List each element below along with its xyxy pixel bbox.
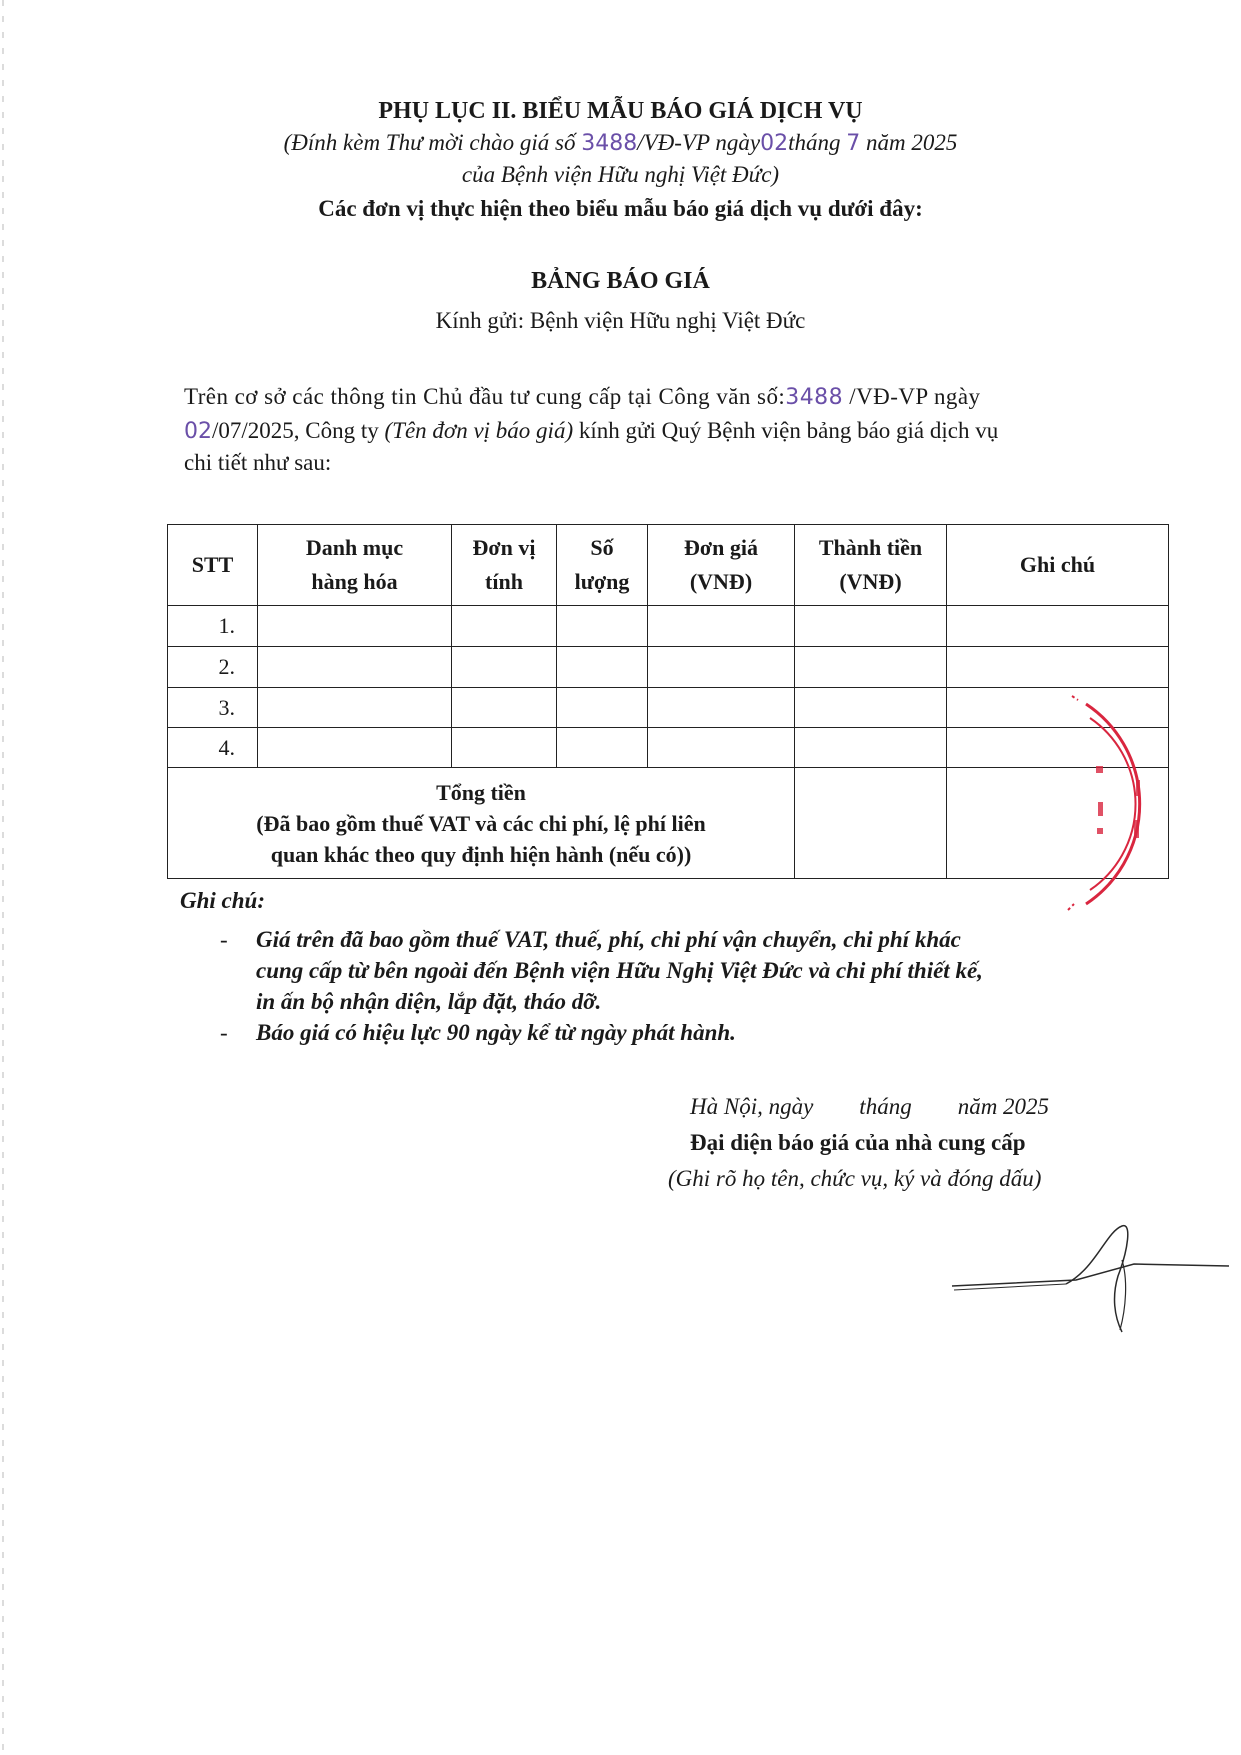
place-date-line: Hà Nội, ngày tháng năm 2025: [690, 1094, 1050, 1119]
total-row: [168, 768, 1169, 879]
cell-amount: [795, 606, 947, 647]
table-row: [168, 688, 1169, 728]
cell-unit-price: [648, 688, 795, 728]
header-item: Danh mục hàng hóa: [258, 525, 452, 606]
attachment-line: (Đính kèm Thư mời chào giá số 3488/VĐ-VP ngày02tháng 7 năm 2025: [283, 130, 958, 156]
table-row: [168, 647, 1169, 688]
instruction-text: Các đơn vị thực hiện theo biểu mẫu báo giá dịch vụ dưới đây:: [318, 196, 923, 221]
notes-list: [182, 924, 1142, 1048]
header-unit: Đơn vị tính: [452, 525, 557, 606]
cell-note: [947, 647, 1169, 688]
handwritten-signature: [946, 1220, 1231, 1340]
row-stt: 2.: [168, 647, 258, 688]
signer-role: Đại diện báo giá của nhà cung cấp: [690, 1130, 1026, 1155]
table-header-row: [168, 525, 1169, 606]
red-stamp: [1062, 690, 1190, 926]
header-note: Ghi chú: [947, 525, 1169, 606]
handwritten-month: 7: [846, 131, 861, 156]
handwritten-doc-number: 3488: [581, 131, 638, 156]
cell-amount: [795, 688, 947, 728]
cell-unit: [452, 647, 557, 688]
cell-item: [258, 728, 452, 768]
cell-amount: [795, 647, 947, 688]
cell-unit-price: [648, 647, 795, 688]
cell-item: [258, 647, 452, 688]
handwritten-day-2: 02: [184, 419, 212, 444]
intro-line-2: 02/07/2025, Công ty (Tên đơn vị báo giá) kính gửi Quý Bệnh viện bảng báo giá dịch vụ: [184, 418, 999, 444]
recipient-line: Kính gửi: Bệnh viện Hữu nghị Việt Đức: [435, 308, 806, 333]
note-item: - Báo giá có hiệu lực 90 ngày kể từ ngày phát hành.: [220, 1020, 736, 1045]
table-row: [168, 728, 1169, 768]
header-amount: Thành tiền (VNĐ): [795, 525, 947, 606]
attachment-line-2: của Bệnh viện Hữu nghị Việt Đức): [461, 162, 780, 187]
cell-note: [947, 606, 1169, 647]
cell-item: [258, 688, 452, 728]
cell-unit: [452, 728, 557, 768]
quote-table: [167, 524, 1169, 879]
total-amount-cell: [795, 768, 947, 879]
total-label: Tổng tiền (Đã bao gồm thuế VAT và các chi phí, lệ phí liên quan khác theo quy định hiện hành (nếu có)): [168, 768, 795, 879]
header-stt: STT: [168, 525, 258, 606]
cell-item: [258, 606, 452, 647]
row-stt: 4.: [168, 728, 258, 768]
cell-quantity: [557, 688, 648, 728]
quote-title: BẢNG BÁO GIÁ: [531, 268, 710, 294]
row-stt: 3.: [168, 688, 258, 728]
signature-hint: (Ghi rõ họ tên, chức vụ, ký và đóng dấu): [668, 1166, 1042, 1191]
scan-edge-mark: [0, 0, 6, 1755]
page-title: PHỤ LỤC II. BIỂU MẪU BÁO GIÁ DỊCH VỤ: [378, 98, 863, 124]
row-stt: 1.: [168, 606, 258, 647]
handwritten-doc-number-2: 3488: [785, 385, 844, 410]
cell-unit: [452, 606, 557, 647]
table-row: [168, 606, 1169, 647]
header-unit-price: Đơn giá (VNĐ): [648, 525, 795, 606]
cell-quantity: [557, 606, 648, 647]
intro-line-3: chi tiết như sau:: [184, 450, 332, 475]
cell-quantity: [557, 647, 648, 688]
handwritten-day: 02: [760, 131, 789, 156]
cell-unit-price: [648, 606, 795, 647]
notes-title: Ghi chú:: [180, 888, 265, 913]
cell-amount: [795, 728, 947, 768]
cell-quantity: [557, 728, 648, 768]
note-item: - Giá trên đã bao gồm thuế VAT, thuế, phí, chi phí vận chuyển, chi phí khác cung cấp từ bên ngoài đến Bệnh viện Hữu Nghị Việt Đức và chi phí thiết kế, in ấn bộ nhận diện, lắp đặt, tháo dỡ.: [220, 927, 983, 1014]
cell-unit: [452, 688, 557, 728]
header-quantity: Số lượng: [557, 525, 648, 606]
cell-unit-price: [648, 728, 795, 768]
company-placeholder: (Tên đơn vị báo giá): [384, 418, 574, 443]
intro-line-1: Trên cơ sở các thông tin Chủ đầu tư cung cấp tại Công văn số:3488 /VĐ-VP ngày: [184, 384, 981, 410]
